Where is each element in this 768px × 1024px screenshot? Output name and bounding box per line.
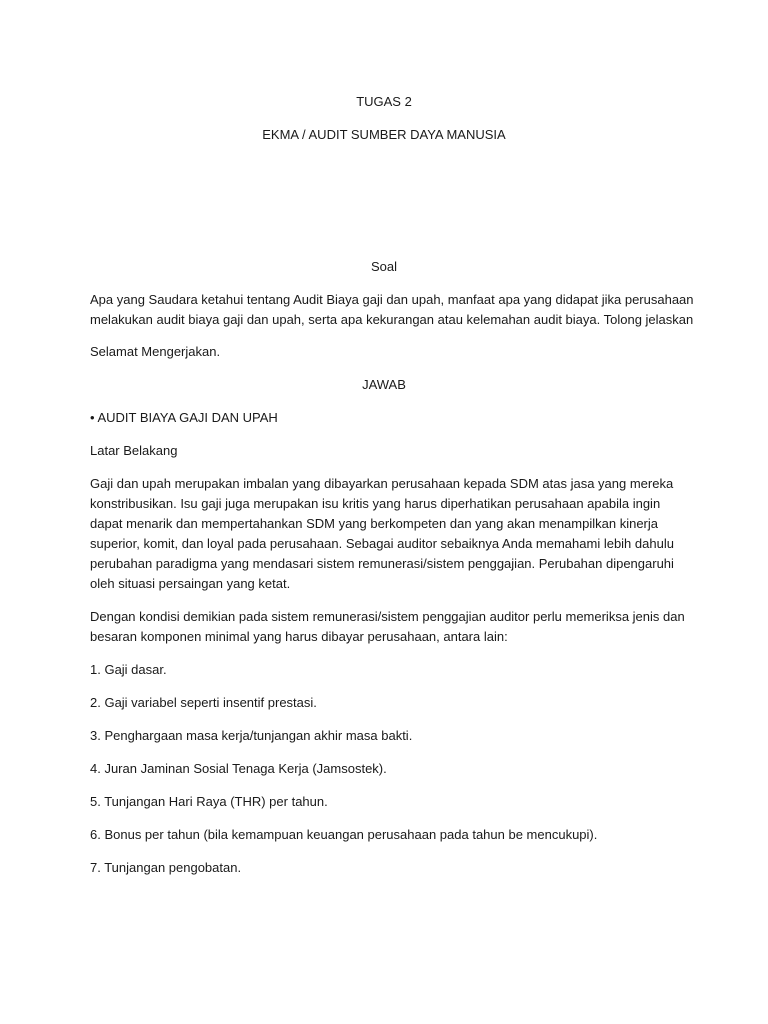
paragraph-2-line: Dengan kondisi demikian pada sistem remunerasi/sistem penggajian auditor perlu memeriksa jenis dan <box>90 609 685 624</box>
list-item: 1. Gaji dasar. <box>90 662 167 677</box>
question-line-2: melakukan audit biaya gaji dan upah, serta apa kekurangan atau kelemahan audit biaya. Tolong jelaskan <box>90 312 694 327</box>
list-item: 2. Gaji variabel seperti insentif prestasi. <box>90 695 317 710</box>
document-title: TUGAS 2 <box>356 94 412 109</box>
paragraph-1-line: Gaji dan upah merupakan imbalan yang dibayarkan perusahaan kepada SDM atas jasa yang mereka <box>90 476 674 491</box>
subsection-title: Latar Belakang <box>90 443 178 458</box>
list-item: 6. Bonus per tahun (bila kemampuan keuangan perusahaan pada tahun be mencukupi). <box>90 827 598 842</box>
question-heading: Soal <box>370 259 398 274</box>
paragraph-2-line: besaran komponen minimal yang harus dibayar perusahaan, antara lain: <box>90 629 508 644</box>
paragraph-1-line: perubahan paradigma yang mendasari sistem remunerasi/sistem penggajian. Perubahan dipengaruhi <box>90 556 674 571</box>
section-title: • AUDIT BIAYA GAJI DAN UPAH <box>90 410 278 425</box>
paragraph-1-line: dapat menarik dan mempertahankan SDM yang berkompeten dan yang akan menampilkan kinerja <box>90 516 658 531</box>
paragraph-1-line: konstribusikan. Isu gaji juga merupakan isu kritis yang harus diperhatikan perusahaan apabila ingin <box>90 496 661 511</box>
paragraph-1-line: oleh situasi persaingan yang ketat. <box>90 576 291 591</box>
list-item: 7. Tunjangan pengobatan. <box>90 860 242 875</box>
list-item: 4. Juran Jaminan Sosial Tenaga Kerja (Jamsostek). <box>90 761 387 776</box>
list-item: 5. Tunjangan Hari Raya (THR) per tahun. <box>90 794 328 809</box>
document-subtitle: EKMA / AUDIT SUMBER DAYA MANUSIA <box>262 127 506 142</box>
question-line-1: Apa yang Saudara ketahui tentang Audit Biaya gaji dan upah, manfaat apa yang didapat jika perusahaan <box>90 292 694 307</box>
paragraph-1-line: superior, komit, dan loyal pada perusahaan. Sebagai auditor sebaiknya Anda memahami lebih dahulu <box>90 536 674 551</box>
closing-text: Selamat Mengerjakan. <box>90 344 221 359</box>
list-item: 3. Penghargaan masa kerja/tunjangan akhir masa bakti. <box>90 728 413 743</box>
answer-heading: JAWAB <box>362 377 406 392</box>
